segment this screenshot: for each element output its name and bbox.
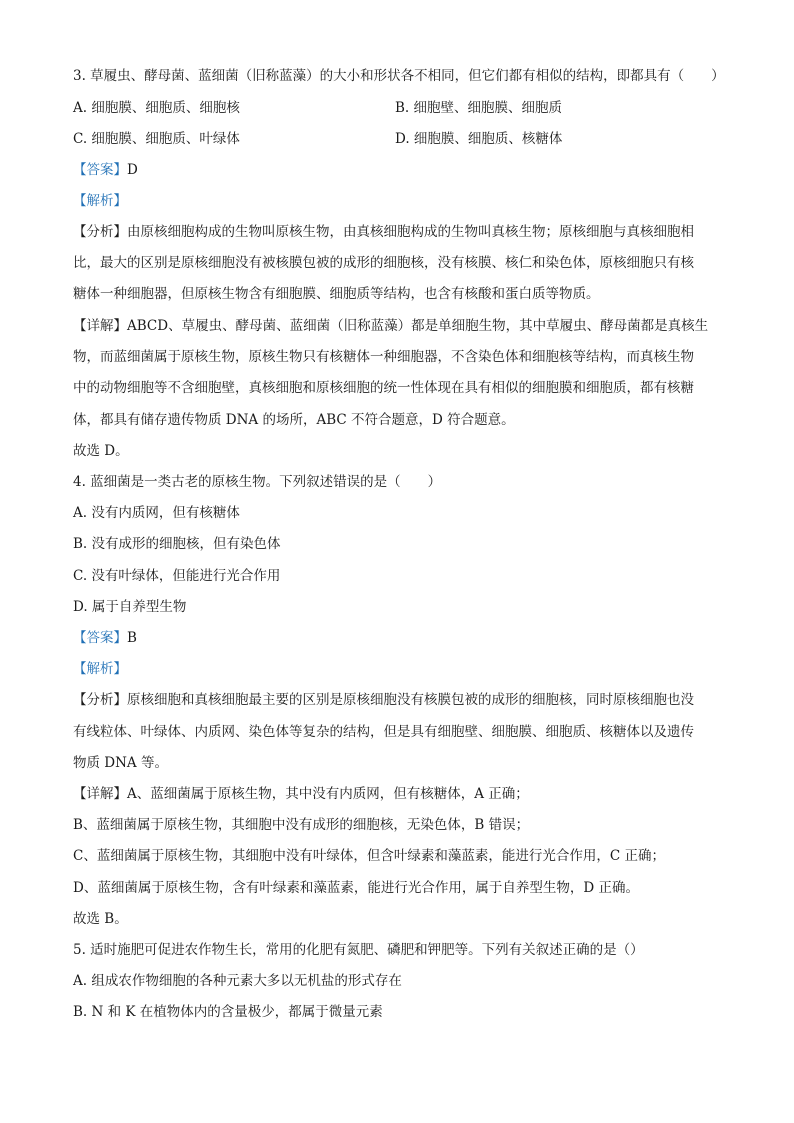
q4-fenxi-line-3: 物质 DNA 等。	[73, 755, 168, 771]
xiangjie-tag: 【详解】	[73, 786, 127, 802]
q4-answer	[73, 628, 734, 648]
q4-conclusion: 故选 B。	[73, 911, 128, 927]
q3-option-d: D. 细胞膜、细胞质、核糖体	[395, 131, 563, 147]
q5-stem: 5. 适时施肥可促进农作物生长，常用的化肥有氮肥、磷肥和钾肥等。下列有关叙述正确的是（）	[73, 942, 644, 958]
q3-xiangjie-line-1	[73, 316, 734, 336]
q3-jiexi-tag: 【解析】	[73, 193, 127, 209]
q3-options-row-1	[73, 98, 734, 118]
q4-jiexi-tag: 【解析】	[73, 661, 127, 677]
q3-option-b: B. 细胞壁、细胞膜、细胞质	[395, 100, 563, 116]
q5-option-a: A. 组成农作物细胞的各种元素大多以无机盐的形式存在	[73, 973, 402, 989]
q3-xiangjie-line-4: 体，都具有储存遗传物质 DNA 的场所，ABC 不符合题意，D 符合题意。	[73, 412, 515, 428]
q3-answer	[73, 160, 734, 180]
q4-option-a: A. 没有内质网，但有核糖体	[73, 505, 240, 521]
xiangjie-text: ABCD、草履虫、酵母菌、蓝细菌（旧称蓝藻）都是单细胞生物，其中草履虫、酵母菌都是真核生	[127, 318, 709, 334]
q5-option-b: B. N 和 K 在植物体内的含量极少，都属于微量元素	[73, 1004, 383, 1020]
fenxi-text: 由原核细胞构成的生物叫原核生物，由真核细胞构成的生物叫真核生物；原核细胞与真核细胞相	[127, 224, 694, 240]
xiangjie-text: A、蓝细菌属于原核生物，其中没有内质网，但有核糖体，A 正确；	[127, 786, 529, 802]
xiangjie-tag: 【详解】	[73, 318, 127, 334]
q3-fenxi-line-1	[73, 222, 734, 242]
q4-option-b: B. 没有成形的细胞核，但有染色体	[73, 536, 281, 552]
q4-xiangjie-line-3: C、蓝细菌属于原核生物，其细胞中没有叶绿体，但含叶绿素和藻蓝素，能进行光合作用，C 正确；	[73, 848, 665, 864]
q3-fenxi-line-2: 比，最大的区别是原核细胞没有被核膜包被的成形的细胞核，没有核膜、核仁和染色体，原核细胞只有核	[73, 255, 694, 271]
q3-xiangjie-line-2: 物，而蓝细菌属于原核生物，原核生物只有核糖体一种细胞器，不含染色体和细胞核等结构，而真核生物	[73, 349, 694, 365]
answer-value: B	[127, 630, 137, 646]
q4-stem: 4. 蓝细菌是一类古老的原核生物。下列叙述错误的是（ ）	[73, 474, 442, 490]
q3-stem: 3. 草履虫、酵母菌、蓝细菌（旧称蓝藻）的大小和形状各不相同，但它们都有相似的结构，即都具有（ ）	[73, 68, 725, 84]
answer-tag: 【答案】	[73, 630, 127, 646]
q3-conclusion: 故选 D。	[73, 443, 129, 459]
q3-options-row-2	[73, 129, 734, 149]
fenxi-tag: 【分析】	[73, 224, 127, 240]
q4-fenxi-line-2: 有线粒体、叶绿体、内质网、染色体等复杂的结构，但是具有细胞壁、细胞膜、细胞质、核糖体以及遗传	[73, 724, 694, 740]
q4-option-d: D. 属于自养型生物	[73, 599, 187, 615]
q3-option-a: A. 细胞膜、细胞质、细胞核	[73, 100, 240, 116]
q3-fenxi-line-3: 糖体一种细胞器，但原核生物含有细胞膜、细胞质等结构，也含有核酸和蛋白质等物质。	[73, 286, 600, 302]
q4-xiangjie-line-4: D、蓝细菌属于原核生物，含有叶绿素和藻蓝素，能进行光合作用，属于自养型生物，D 正确。	[73, 880, 639, 896]
fenxi-tag: 【分析】	[73, 692, 127, 708]
answer-tag: 【答案】	[73, 162, 127, 178]
fenxi-text: 原核细胞和真核细胞最主要的区别是原核细胞没有核膜包被的成形的细胞核，同时原核细胞也没	[127, 692, 694, 708]
q4-option-c: C. 没有叶绿体，但能进行光合作用	[73, 568, 281, 584]
q4-xiangjie-line-2: B、蓝细菌属于原核生物，其细胞中没有成形的细胞核，无染色体，B 错误；	[73, 817, 530, 833]
q3-xiangjie-line-3: 中的动物细胞等不含细胞壁，真核细胞和原核细胞的统一性体现在具有相似的细胞膜和细胞质，都有核糖	[73, 380, 694, 396]
q4-fenxi-line-1	[73, 690, 734, 710]
answer-value: D	[127, 162, 138, 178]
q3-option-c: C. 细胞膜、细胞质、叶绿体	[73, 131, 240, 147]
q4-xiangjie-line-1	[73, 784, 734, 804]
